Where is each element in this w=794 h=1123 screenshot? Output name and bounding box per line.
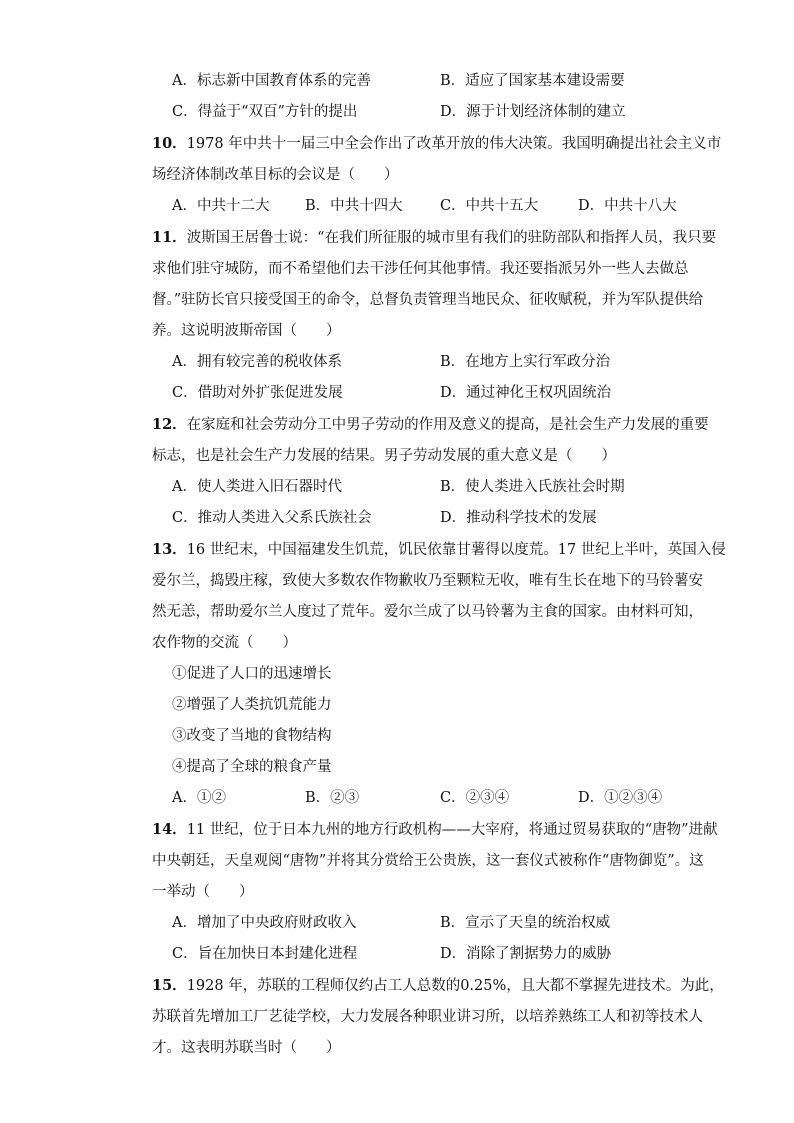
- stem-text: 1928 年，苏联的工程师仅约占工人总数的0.25%，且大都不掌握先进技术。为此，: [186, 978, 724, 994]
- stem-text: 1978 年中共十一届三中全会作出了改革开放的伟大决策。我国明确提出社会主义市: [186, 136, 722, 152]
- statement-2: ②增强了人类抗饥荒能力: [172, 697, 332, 713]
- question-15-stem-line: [152, 976, 722, 996]
- option-c: C．借助对外扩张促进发展: [172, 385, 343, 401]
- question-10-stem-line: [152, 134, 722, 154]
- question-number: 11．: [152, 229, 187, 246]
- question-14-stem-line: 中央朝廷，天皇观阅“唐物”并将其分赏给王公贵族，这一套仪式被称作“唐物御览”。这: [152, 853, 704, 869]
- stem-text: 16 世纪末，中国福建发生饥荒，饥民依靠甘薯得以度荒。17 世纪上半叶，英国入侵: [186, 542, 726, 558]
- question-number: 14．: [152, 821, 187, 838]
- option-a: A．标志新中国教育体系的完善: [172, 73, 371, 89]
- option-b: B．适应了国家基本建设需要: [440, 73, 625, 89]
- stem-text: 11 世纪，位于日本九州的地方行政机构——大宰府，将通过贸易获取的“唐物”进献: [186, 822, 718, 838]
- question-12-stem-line: 标志，也是社会生产力发展的结果。男子劳动发展的重大意义是（ ）: [152, 448, 616, 464]
- question-15-stem-line: 才。这表明苏联当时（ ）: [152, 1040, 341, 1056]
- question-11-stem-line: [152, 228, 722, 248]
- option-d: D．中共十八大: [578, 198, 677, 214]
- option-d: D．消除了割据势力的威胁: [440, 946, 612, 962]
- option-c: C．推动人类进入父系氏族社会: [172, 510, 372, 526]
- stem-text: 在家庭和社会劳动分工中男子劳动的作用及意义的提高，是社会生产力发展的重要: [186, 417, 709, 433]
- statement-3: ③改变了当地的食物结构: [172, 728, 332, 744]
- statement-4: ④提高了全球的粮食产量: [172, 759, 332, 775]
- question-11-stem-line: 养。这说明波斯帝国（ ）: [152, 323, 341, 339]
- question-14-stem-line: [152, 820, 722, 840]
- question-13-stem-line: [152, 540, 726, 560]
- question-14-stem-line: 一举动（ ）: [152, 884, 254, 900]
- option-d: D．推动科学技术的发展: [440, 510, 597, 526]
- option-b: B．②③: [305, 790, 360, 806]
- question-13-stem-line: 农作物的交流（ ）: [152, 635, 297, 651]
- option-c: C．中共十五大: [440, 198, 539, 214]
- option-a: A．使人类进入旧石器时代: [172, 479, 342, 495]
- stem-text: 波斯国王居鲁士说：“在我们所征服的城市里有我们的驻防部队和指挥人员，我只要: [186, 230, 717, 246]
- question-number: 15．: [152, 977, 187, 994]
- question-12-stem-line: [152, 415, 722, 435]
- option-a: A．增加了中央政府财政收入: [172, 915, 357, 931]
- question-11-stem-line: 求他们驻守城防，而不希望他们去干涉任何其他事情。我还要指派另外一些人去做总: [152, 261, 689, 277]
- option-b: B．宣示了天皇的统治权威: [440, 915, 611, 931]
- question-13-stem-line: 爱尔兰，捣毁庄稼，致使大多数农作物歉收乃至颗粒无收，唯有生长在地下的马铃薯安: [152, 573, 703, 589]
- option-b: B．在地方上实行军政分治: [440, 354, 611, 370]
- option-a: A．①②: [172, 790, 226, 806]
- option-b: B．使人类进入氏族社会时期: [440, 479, 625, 495]
- question-number: 12．: [152, 416, 187, 433]
- option-b: B．中共十四大: [305, 198, 403, 214]
- question-13-stem-line: 然无恙，帮助爱尔兰人度过了荒年。爱尔兰成了以马铃薯为主食的国家。由材料可知，: [152, 604, 703, 620]
- question-10-stem-line: 场经济体制改革目标的会议是（ ）: [152, 167, 399, 183]
- option-a: A．中共十二大: [172, 198, 270, 214]
- option-c: C．旨在加快日本封建化进程: [172, 946, 358, 962]
- option-d: D．通过神化王权巩固统治: [440, 385, 612, 401]
- question-15-stem-line: 苏联首先增加工厂艺徒学校，大力发展各种职业讲习所，以培养熟练工人和初等技术人: [152, 1009, 703, 1025]
- option-a: A．拥有较完善的税收体系: [172, 354, 342, 370]
- option-c: C．②③④: [440, 790, 510, 806]
- question-number: 10．: [152, 135, 187, 152]
- option-c: C．得益于“双百”方针的提出: [172, 104, 358, 120]
- question-11-stem-line: 督。”驻防长官只接受国王的命令，总督负责管理当地民众、征收赋税，并为军队提供给: [152, 292, 704, 308]
- option-d: D．源于计划经济体制的建立: [440, 104, 626, 120]
- question-number: 13．: [152, 541, 187, 558]
- statement-1: ①促进了人口的迅速增长: [172, 666, 332, 682]
- option-d: D．①②③④: [578, 790, 663, 806]
